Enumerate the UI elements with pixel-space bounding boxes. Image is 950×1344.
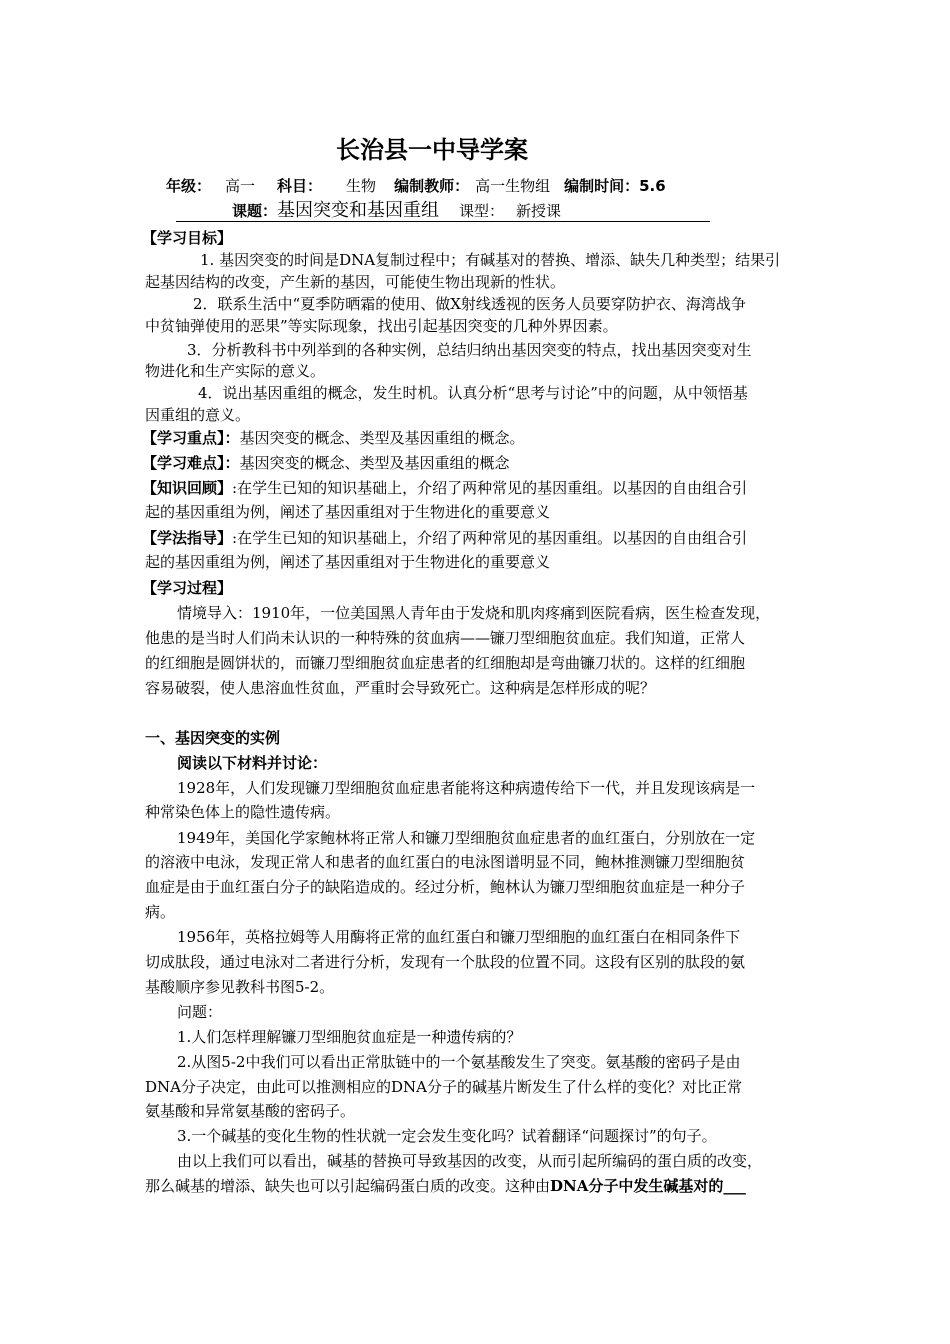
intro-line: 情境导入：1910年，一位美国黑人青年由于发烧和肌肉疼痛到医院看病，医生检查发现， bbox=[177, 604, 771, 622]
method-line: 起的基因重组为例，阐述了基因重组对于生物进化的重要意义 bbox=[145, 553, 551, 571]
objective-line: 3．分析教科书中列举到的各种实例，总结归纳出基因突变的特点，找出基因突变对生 bbox=[187, 341, 752, 359]
method-row bbox=[142, 528, 747, 548]
subject-value: 生物 bbox=[346, 177, 377, 195]
meta-row bbox=[166, 176, 666, 196]
paragraph-1956-line: 基酸顺序参见教科书图5-2。 bbox=[145, 978, 335, 996]
paragraph-1949-line: 病。 bbox=[145, 903, 176, 921]
subject-label: 科目： bbox=[277, 177, 323, 195]
conclusion-line: 由以上我们可以看出，碱基的替换可导致基因的改变，从而引起所编码的蛋白质的改变， bbox=[177, 1152, 763, 1170]
review-line: 起的基因重组为例，阐述了基因重组对于生物进化的重要意义 bbox=[145, 503, 551, 521]
key-point-heading: 【学习重点】： bbox=[142, 429, 240, 447]
conclusion-line bbox=[145, 1176, 746, 1196]
author-value: 高一生物组 bbox=[475, 177, 551, 195]
paragraph-1928-line: 种常染色体上的隐性遗传病。 bbox=[145, 803, 341, 821]
paragraph-1928-line: 1928年，人们发现镰刀型细胞贫血症患者能将这种病遗传给下一代，并且发现该病是一 bbox=[177, 779, 756, 797]
topic-label: 课题： bbox=[232, 202, 278, 220]
key-point-text: 基因突变的概念、类型及基因重组的概念。 bbox=[239, 429, 525, 447]
difficulty-row bbox=[142, 453, 510, 473]
question-2-line: 氨基酸和异常氨基酸的密码子。 bbox=[145, 1102, 356, 1120]
section1-subheading: 阅读以下材料并讨论： bbox=[177, 754, 328, 772]
objective-line: 因重组的意义。 bbox=[145, 406, 251, 424]
type-label: 课型： bbox=[459, 202, 505, 220]
paragraph-1949-line: 1949年，美国化学家鲍林将正常人和镰刀型细胞贫血症患者的血红蛋白，分别放在一定 bbox=[177, 829, 756, 847]
paragraph-1949-line: 血症是由于血红蛋白分子的缺陷造成的。经过分析，鲍林认为镰刀型细胞贫血症是一种分子 bbox=[145, 878, 746, 896]
method-text: :在学生已知的知识基础上，介绍了两种常见的基因重组。以基因的自由组合引 bbox=[232, 529, 748, 547]
difficulty-heading: 【学习难点】： bbox=[142, 454, 240, 472]
intro-line: 的红细胞是圆饼状的，而镰刀型细胞贫血症患者的红细胞却是弯曲镰刀状的。这样的红细胞 bbox=[145, 654, 746, 672]
type-value: 新授课 bbox=[516, 202, 562, 220]
review-row bbox=[142, 478, 747, 498]
grade-label: 年级： bbox=[166, 177, 212, 195]
intro-line: 容易破裂，使人患溶血性贫血，严重时会导致死亡。这种病是怎样形成的呢？ bbox=[145, 679, 656, 697]
objective-line: 4．说出基因重组的概念，发生时机。认真分析“思考与讨论”中的问题，从中领悟基 bbox=[198, 384, 748, 402]
objective-line: 起基因结构的改变，产生新的基因，可能使生物出现新的性状。 bbox=[145, 273, 566, 291]
process-heading: 【学习过程】 bbox=[142, 579, 233, 597]
section1-heading: 一、基因突变的实例 bbox=[145, 729, 281, 747]
question-2-line: 2.从图5-2中我们可以看出正常肽链中的一个氨基酸发生了突变。氨基酸的密码子是由 bbox=[177, 1053, 741, 1071]
paragraph-1949-line: 的溶液中电泳，发现正常人和患者的血红蛋白的电泳图谱明显不同，鲍林推测镰刀型细胞贫 bbox=[145, 853, 746, 871]
page-title: 长治县一中导学案 bbox=[336, 136, 528, 164]
intro-line: 他患的是当时人们尚未认识的一种特殊的贫血病——镰刀型细胞贫血症。我们知道，正常人 bbox=[145, 629, 746, 647]
time-label: 编制时间：5.6 bbox=[564, 177, 666, 195]
fill-blank[interactable]: ___ bbox=[723, 1177, 746, 1195]
question-2-line: DNA分子决定，由此可以推测相应的DNA分子的碱基片断发生了什么样的变化？对比正常 bbox=[145, 1078, 742, 1096]
objective-line: 1. 基因突变的时间是DNA复制过程中；有碱基对的替换、增添、缺失几种类型；结果引 bbox=[200, 251, 781, 269]
objective-line: 2．联系生活中“夏季防晒霜的使用、做X射线透视的医务人员要穿防护衣、海湾战争 bbox=[193, 295, 746, 313]
difficulty-text: 基因突变的概念、类型及基因重组的概念 bbox=[239, 454, 510, 472]
author-label: 编制教师： bbox=[394, 177, 470, 195]
objective-line: 物进化和生产实际的意义。 bbox=[145, 362, 326, 380]
objective-line: 中贫铀弹使用的恶果”等实际现象，找出引起基因突变的几种外界因素。 bbox=[145, 317, 618, 335]
question-3: 3.一个碱基的变化生物的性状就一定会发生变化吗？试着翻译“问题探讨”的句子。 bbox=[177, 1127, 717, 1145]
review-text: :在学生已知的知识基础上，介绍了两种常见的基因重组。以基因的自由组合引 bbox=[232, 479, 748, 497]
question-1: 1.人们怎样理解镰刀型细胞贫血症是一种遗传病的？ bbox=[177, 1028, 522, 1046]
conclusion-text: 那么碱基的增添、缺失也可以引起编码蛋白质的改变。这种由 bbox=[145, 1177, 551, 1195]
topic-row bbox=[176, 201, 710, 222]
paragraph-1956-line: 切成肽段，通过电泳对二者进行分析，发现有一个肽段的位置不同。这段有区别的肽段的氨 bbox=[145, 953, 746, 971]
paragraph-1956-line: 1956年，英格拉姆等人用酶将正常的血红蛋白和镰刀型细胞的血红蛋白在相同条件下 bbox=[177, 928, 741, 946]
conclusion-bold-text: DNA分子中发生碱基对的 bbox=[550, 1177, 724, 1195]
review-heading: 【知识回顾】 bbox=[142, 479, 233, 497]
key-point-row bbox=[142, 428, 525, 448]
grade-value: 高一 bbox=[225, 177, 256, 195]
topic-value: 基因突变和基因重组 bbox=[277, 200, 440, 221]
method-heading: 【学法指导】 bbox=[142, 529, 233, 547]
objectives-heading: 【学习目标】 bbox=[142, 229, 233, 247]
question-label: 问题： bbox=[177, 1003, 223, 1021]
